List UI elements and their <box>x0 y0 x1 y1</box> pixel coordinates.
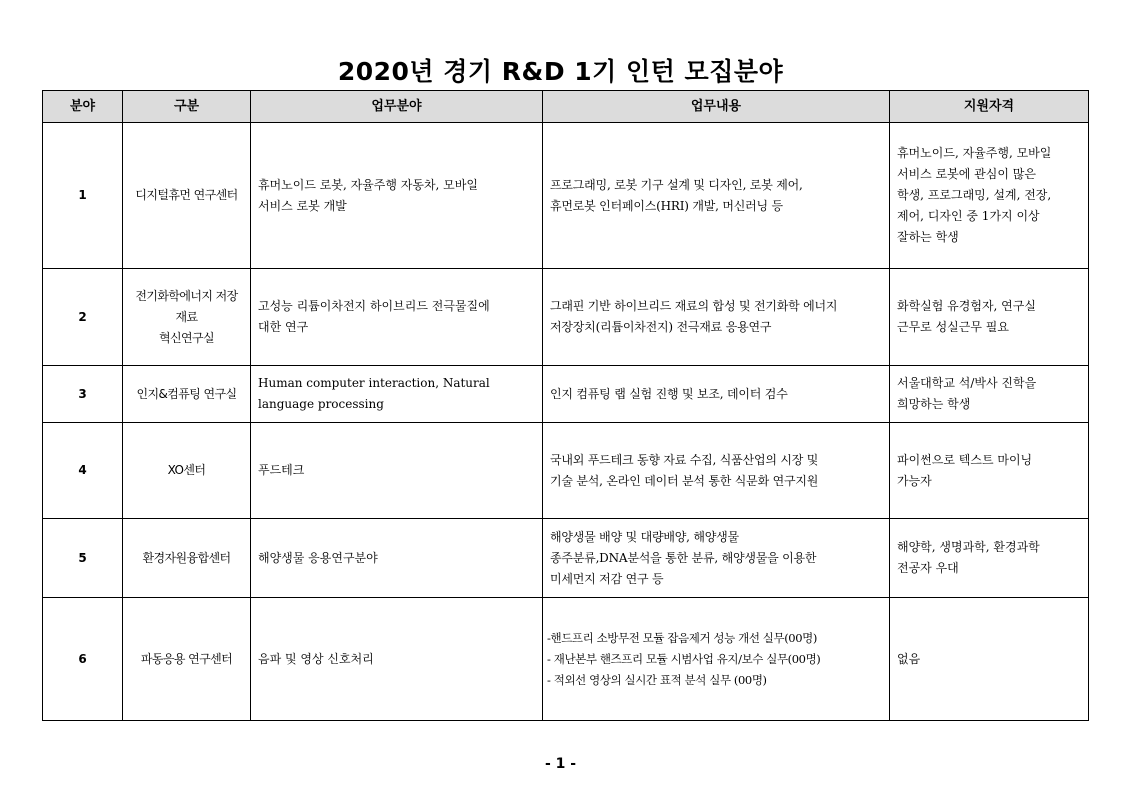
document-title: 2020년 경기 R&D 1기 인턴 모집분야 <box>337 57 784 86</box>
table-row <box>43 519 1089 598</box>
header-division: 구분 <box>123 91 251 123</box>
row-division: XO센터 <box>123 423 251 519</box>
row-qualification <box>890 423 1089 519</box>
cell-line: 가능자 <box>897 473 932 488</box>
row-number: 2 <box>43 269 123 366</box>
row-number: 1 <box>43 123 123 269</box>
row-qualification <box>890 519 1089 598</box>
row-work-field <box>251 519 543 598</box>
row-work-field <box>251 366 543 423</box>
cell-line: 근무로 성실근무 필요 <box>897 320 1009 334</box>
row-number: 4 <box>43 423 123 519</box>
cell-line: 그래핀 기반 하이브리드 재료의 합성 및 전기화학 에너지 <box>550 299 838 313</box>
row-work-content <box>543 366 890 423</box>
row-number: 6 <box>43 598 123 721</box>
row-work-content <box>543 423 890 519</box>
cell-line: 프로그래밍, 로봇 기구 설계 및 디자인, 로봇 제어, <box>550 177 803 192</box>
row-division: 디지털휴먼 연구센터 <box>123 123 251 269</box>
cell-line: 고성능 리튬이차전지 하이브리드 전극물질에 <box>258 299 490 313</box>
row-work-content <box>543 519 890 598</box>
cell-line: 푸드테크 <box>258 463 305 477</box>
row-work-content <box>543 598 890 721</box>
header-work-field: 업무분야 <box>251 91 543 123</box>
cell-line: 종주분류,DNA분석을 통한 분류, 해양생물을 이용한 <box>550 550 817 565</box>
cell-line: 저장장치(리튬이차전지) 전극재료 응용연구 <box>550 320 772 334</box>
cell-line: language processing <box>258 397 384 411</box>
cell-line: 서울대학교 석/박사 진학을 <box>897 376 1037 390</box>
cell-line: 혁신연구실 <box>159 330 214 345</box>
row-division: 환경자원융합센터 <box>123 519 251 598</box>
cell-line: - 적외선 영상의 실시간 표적 분석 실무 (00명) <box>547 672 767 687</box>
cell-line: 희망하는 학생 <box>897 397 971 411</box>
cell-line: 기술 분석, 온라인 데이터 분석 통한 식문화 연구지원 <box>550 473 819 488</box>
cell-line: 국내외 푸드테크 동향 자료 수집, 식품산업의 시장 및 <box>550 452 819 467</box>
cell-line: Human computer interaction, Natural <box>258 376 490 390</box>
cell-line: 해양생물 배양 및 대량배양, 해양생물 <box>550 529 739 544</box>
cell-line: 없음 <box>897 651 921 666</box>
row-work-field <box>251 269 543 366</box>
cell-line: - 재난본부 핸즈프리 모듈 시범사업 유지/보수 실무(00명) <box>547 651 821 666</box>
row-qualification <box>890 598 1089 721</box>
table-row <box>43 598 1089 721</box>
cell-line: 해양학, 생명과학, 환경과학 <box>897 540 1040 554</box>
header-field-no: 분야 <box>43 91 123 123</box>
row-work-field <box>251 598 543 721</box>
cell-line: 서비스 로봇에 관심이 많은 <box>897 167 1036 181</box>
cell-line: 잘하는 학생 <box>897 230 959 244</box>
table-row <box>43 123 1089 269</box>
cell-line: 인지 컴퓨팅 랩 실험 진행 및 보조, 데이터 검수 <box>550 386 788 401</box>
cell-line: 미세먼지 저감 연구 등 <box>550 571 664 586</box>
row-qualification <box>890 269 1089 366</box>
row-work-content <box>543 123 890 269</box>
cell-line: 휴머노이드 로봇, 자율주행 자동차, 모바일 <box>258 177 478 192</box>
cell-line: 전기화학에너지 저장재료 <box>135 288 238 324</box>
cell-line: 해양생물 응용연구분야 <box>258 550 378 565</box>
row-division: 파동응용 연구센터 <box>123 598 251 721</box>
row-work-content <box>543 269 890 366</box>
table-row <box>43 269 1089 366</box>
row-work-field <box>251 423 543 519</box>
cell-line: 서비스 로봇 개발 <box>258 198 347 213</box>
row-number: 3 <box>43 366 123 423</box>
cell-line: 휴머노이드, 자율주행, 모바일 <box>897 146 1052 160</box>
cell-line: 전공자 우대 <box>897 561 959 575</box>
cell-line: 파이썬으로 텍스트 마이닝 <box>897 452 1033 467</box>
cell-line: 화학실험 유경험자, 연구실 <box>897 299 1036 313</box>
table-row <box>43 366 1089 423</box>
cell-line: 제어, 디자인 중 1가지 이상 <box>897 209 1040 223</box>
cell-line: 대한 연구 <box>258 320 309 334</box>
cell-line: 학생, 프로그래밍, 설계, 전장, <box>897 188 1052 202</box>
cell-line: -핸드프리 소방무전 모듈 잡음제거 성능 개선 실무(00명) <box>547 630 817 645</box>
cell-line: 음파 및 영상 신호처리 <box>258 651 374 666</box>
row-division: 인지&컴퓨팅 연구실 <box>123 366 251 423</box>
table-row <box>43 423 1089 519</box>
header-work-content: 업무내용 <box>543 91 890 123</box>
row-number: 5 <box>43 519 123 598</box>
row-division <box>123 269 251 366</box>
page-number: - 1 - <box>544 756 577 772</box>
row-work-field <box>251 123 543 269</box>
header-qualification: 지원자격 <box>890 91 1089 123</box>
cell-line: 휴먼로봇 인터페이스(HRI) 개발, 머신러닝 등 <box>550 198 783 213</box>
table-header-row <box>43 91 1089 123</box>
recruitment-table <box>42 90 1089 721</box>
row-qualification <box>890 123 1089 269</box>
row-qualification <box>890 366 1089 423</box>
